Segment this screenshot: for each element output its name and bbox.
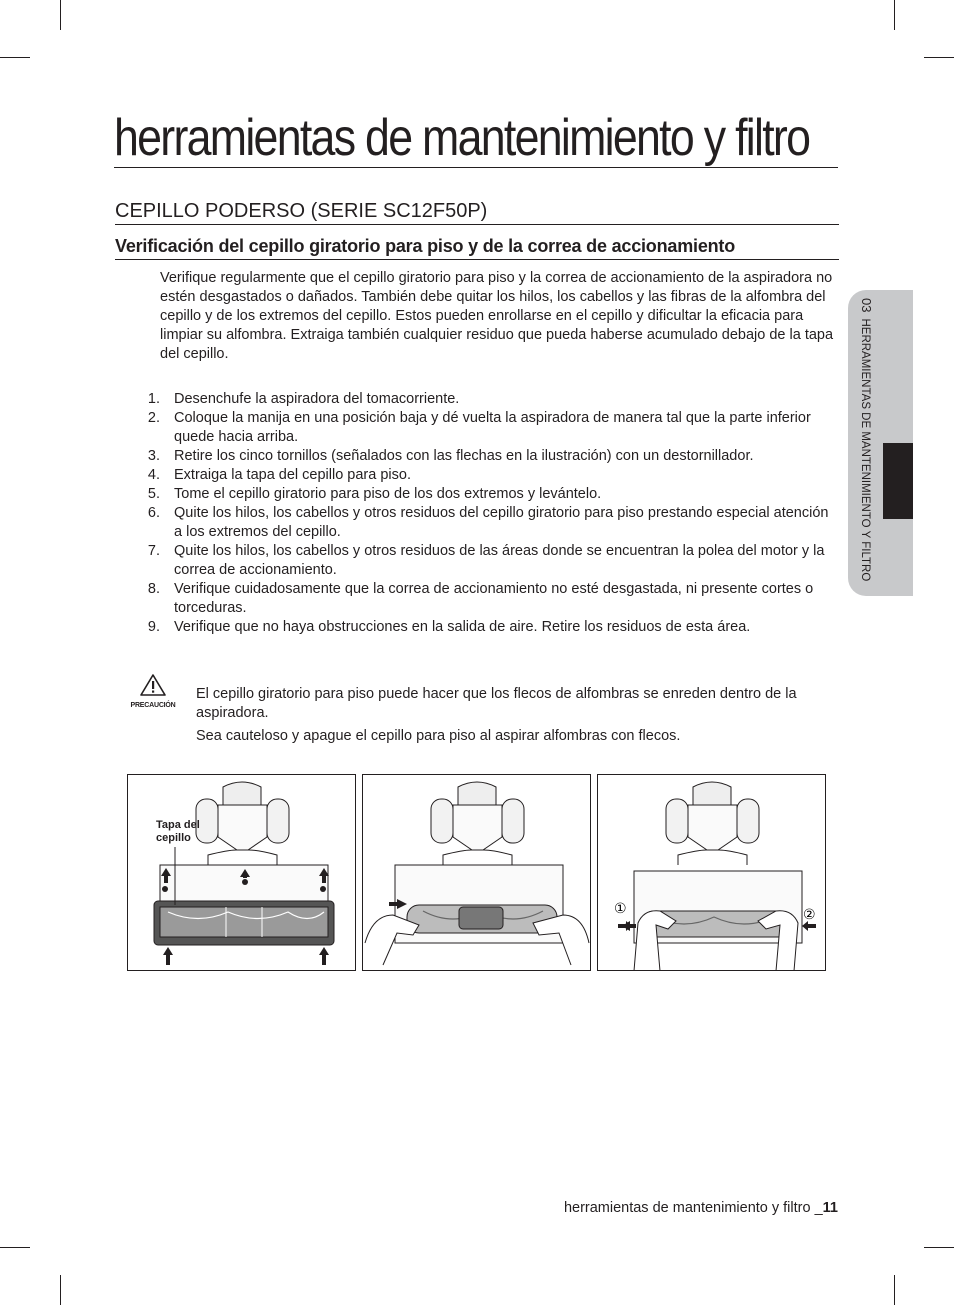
caution-text [196, 685, 836, 750]
step-text: Tome el cepillo giratorio para piso de los dos extremos y levántelo. [174, 486, 602, 502]
section-rule [115, 224, 839, 225]
crop-mark [60, 1275, 61, 1305]
figure-panel-3 [597, 774, 826, 971]
step-number: 6. [147, 505, 160, 521]
brush-housing-illustration [128, 775, 356, 971]
crop-mark [0, 1247, 30, 1248]
list-item [140, 580, 840, 618]
list-item [140, 447, 840, 466]
page-footer [564, 1200, 838, 1216]
step-number: 7. [147, 543, 160, 559]
step-number: 8. [147, 581, 160, 597]
caution-label: PRECAUCIÓN [130, 702, 176, 709]
step-number: 2. [147, 410, 160, 426]
page-title: herramientas de mantenimiento y filtro [114, 109, 810, 167]
step-text: Quite los hilos, los cabellos y otros residuos del cepillo giratorio para piso prestando especial atención a los extremos del cepillo. [174, 505, 829, 540]
crop-mark [60, 0, 61, 30]
figure-callout-label [156, 819, 200, 845]
crop-mark [894, 1275, 895, 1305]
figure-panel-1 [127, 774, 356, 971]
crop-mark [924, 57, 954, 58]
caution-line: El cepillo giratorio para piso puede hacer que los flecos de alfombras se enreden dentro de la aspiradora. [196, 686, 797, 721]
step-text: Extraiga la tapa del cepillo para piso. [174, 467, 411, 483]
step-text: Desenchufe la aspiradora del tomacorriente. [174, 391, 460, 407]
callout-line: cepillo [156, 832, 191, 844]
step-text: Retire los cinco tornillos (señalados con las flechas en la ilustración) con un destornillador. [174, 448, 754, 464]
title-rule [114, 167, 838, 168]
chapter-label: HERRAMIENTAS DE MANTENIMIENTO Y FILTRO [859, 318, 871, 582]
callout-line: Tapa del [156, 819, 200, 831]
crop-mark [894, 0, 895, 30]
caution-block [128, 674, 178, 709]
list-item [140, 504, 840, 542]
page-number: 11 [822, 1200, 838, 1216]
step-number: 1. [147, 391, 160, 407]
crop-mark [0, 57, 30, 58]
list-item [140, 542, 840, 580]
footer-label: herramientas de mantenimiento y filtro _ [563, 1200, 823, 1216]
chapter-number: 03 [859, 298, 874, 313]
chapter-side-tab-marker [883, 443, 913, 519]
section-title: CEPILLO PODERSO (SERIE SC12F50P) [115, 200, 488, 222]
chapter-side-label [858, 298, 873, 588]
marker-2: ② [803, 907, 816, 923]
brush-lift-illustration [598, 775, 826, 971]
subsection-title: Verificación del cepillo giratorio para piso y de la correa de accionamiento [115, 236, 736, 256]
step-text: Quite los hilos, los cabellos y otros residuos de las áreas donde se encuentran la polea del motor y la correa de accionamiento. [174, 543, 825, 578]
step-text: Coloque la manija en una posición baja y dé vuelta la aspiradora de manera tal que la parte inferior quede hacia arriba. [174, 410, 811, 445]
figure-panel-2 [362, 774, 591, 971]
step-number: 3. [147, 448, 160, 464]
list-item [140, 485, 840, 504]
caution-line: Sea cauteloso y apague el cepillo para piso al aspirar alfombras con flecos. [196, 728, 681, 744]
warning-triangle-icon [140, 674, 166, 696]
list-item [140, 618, 840, 637]
list-item [140, 466, 840, 485]
steps-list [140, 390, 840, 637]
crop-mark [924, 1247, 954, 1248]
list-item [140, 409, 840, 447]
step-number: 4. [147, 467, 160, 483]
subsection-rule [115, 259, 839, 260]
marker-1: ① [614, 901, 627, 917]
step-number: 9. [147, 619, 160, 635]
brush-removal-illustration [363, 775, 591, 971]
step-text: Verifique cuidadosamente que la correa de accionamiento no esté desgastada, ni presente cortes o torceduras. [174, 581, 814, 616]
list-item [140, 390, 840, 409]
intro-paragraph: Verifique regularmente que el cepillo giratorio para piso y la correa de accionamiento de la aspiradora no estén desgastados o dañados. También debe quitar los hilos, los cabellos y las fibras de la alfombra del cepillo y de los extremos del cepillo. Estos pueden enrollarse en el cepillo y dificultar la eficacia para limpiar su alfombra. Extraiga también cualquier residuo que pueda haberse acumulado debajo de la tapa del cepillo. [160, 270, 834, 362]
step-text: Verifique que no haya obstrucciones en la salida de aire. Retire los residuos de esta área. [174, 619, 751, 635]
step-number: 5. [147, 486, 160, 502]
